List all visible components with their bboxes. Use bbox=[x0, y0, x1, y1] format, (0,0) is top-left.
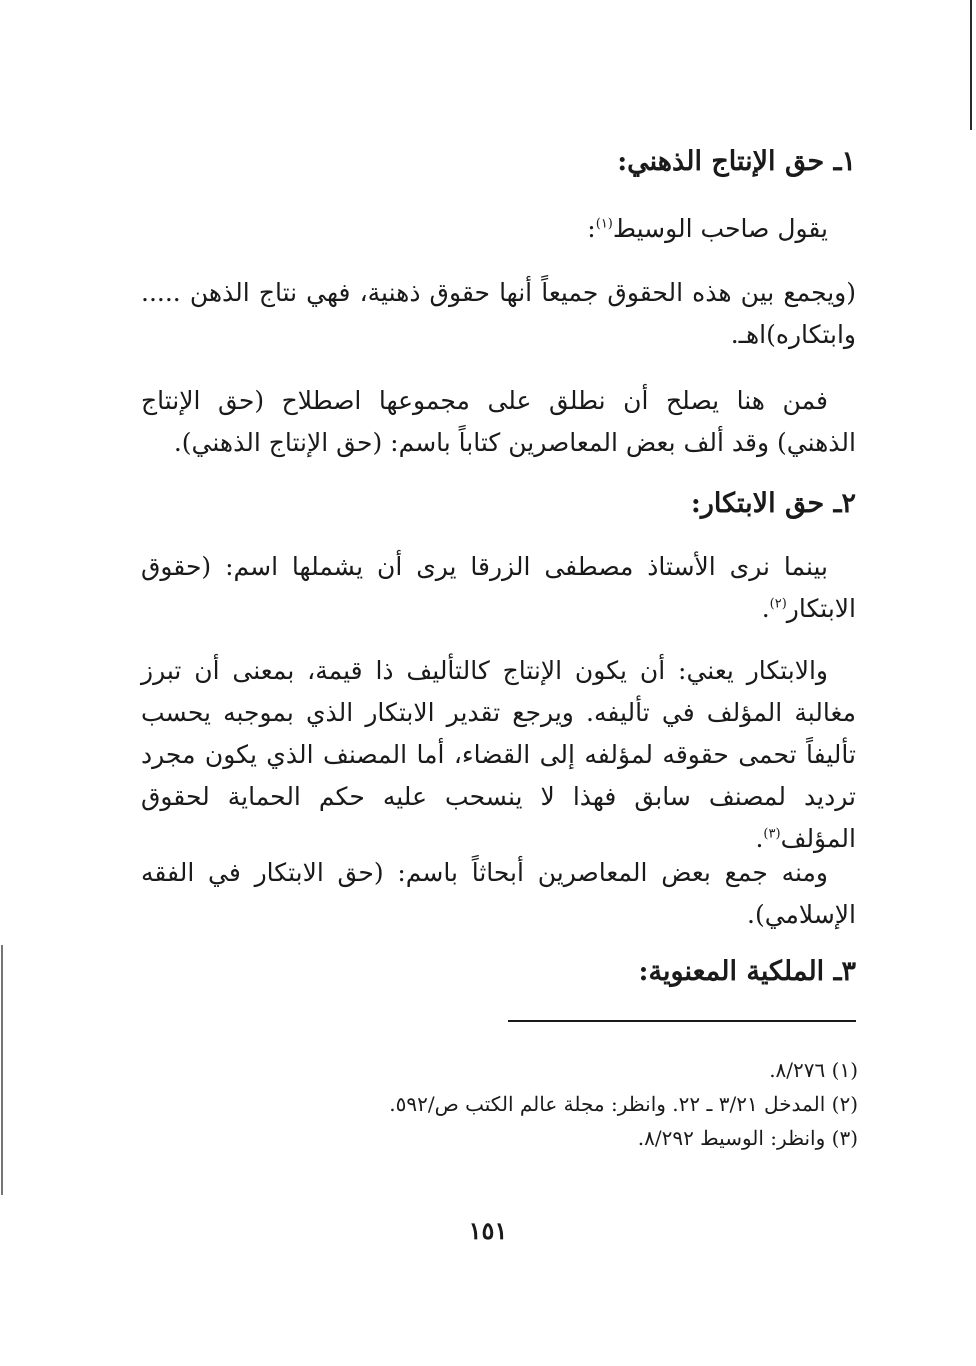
footnote-2: (٢) المدخل ٣/٢١ ـ ٢٢. وانظر: مجلة عالم الكتب ص/٥٩٢. bbox=[389, 1092, 858, 1116]
body-paragraph-3 bbox=[141, 650, 856, 860]
intro-text: يقول صاحب الوسيط bbox=[612, 214, 828, 243]
section-heading-2: ٢ـ حق الابتكار: bbox=[690, 488, 856, 519]
footnote-ref-2: (٢) bbox=[769, 596, 787, 612]
body-paragraph-4: ومنه جمع بعض المعاصرين أبحاثاً باسم: (حق الابتكار في الفقه الإسلامي). bbox=[141, 858, 856, 929]
footnote-1: (١) ٨/٢٧٦. bbox=[769, 1058, 858, 1082]
scan-edge-mark bbox=[970, 0, 972, 130]
footnotes bbox=[143, 1053, 858, 1155]
intro-end: : bbox=[587, 214, 596, 243]
para-3-end: . bbox=[755, 824, 764, 853]
quote-paragraph: (ويجمع بين هذه الحقوق جميعاً أنها حقوق ذهنية، فهي نتاج الذهن ..... وابتكاره)اهـ. bbox=[141, 278, 856, 349]
para-3-text: والابتكار يعني: أن يكون الإنتاج كالتأليف ذا قيمة، بمعنى أن تبرز مغالبة المؤلف في تأليفه. ويرجع تقدير الابتكار الذي بموجبه يحسب تأليفاً تحمى حقوقه لمؤلفه إلى القضاء، أما المصنف الذي يكون مجرد ترديد لمصنف سابق فهذا لا ينسحب عليه حكم الحماية لحقوق المؤلف bbox=[141, 656, 856, 853]
intro-paragraph bbox=[141, 208, 856, 250]
section-heading-1: ١ـ حق الإنتاج الذهني: bbox=[617, 146, 856, 177]
body-paragraph-1: فمن هنا يصلح أن نطلق على مجموعها اصطلاح (حق الإنتاج الذهني) وقد ألف بعض المعاصرين كتاباً باسم: (حق الإنتاج الذهني). bbox=[141, 386, 856, 457]
para-2-end: . bbox=[761, 594, 770, 623]
section-heading-3: ٣ـ الملكية المعنوية: bbox=[638, 956, 856, 987]
scan-edge-mark bbox=[1, 945, 3, 1195]
body-paragraph-2 bbox=[141, 546, 856, 630]
page-number: ١٥١ bbox=[468, 1216, 508, 1245]
para-2-text: بينما نرى الأستاذ مصطفى الزرقا يرى أن يشملها اسم: (حقوق الابتكار bbox=[141, 552, 856, 623]
footnote-separator bbox=[508, 1020, 856, 1022]
footnote-ref-1: (١) bbox=[595, 216, 613, 232]
footnote-3: (٣) وانظر: الوسيط ٨/٢٩٢. bbox=[637, 1126, 858, 1150]
footnote-ref-3: (٣) bbox=[763, 826, 781, 842]
